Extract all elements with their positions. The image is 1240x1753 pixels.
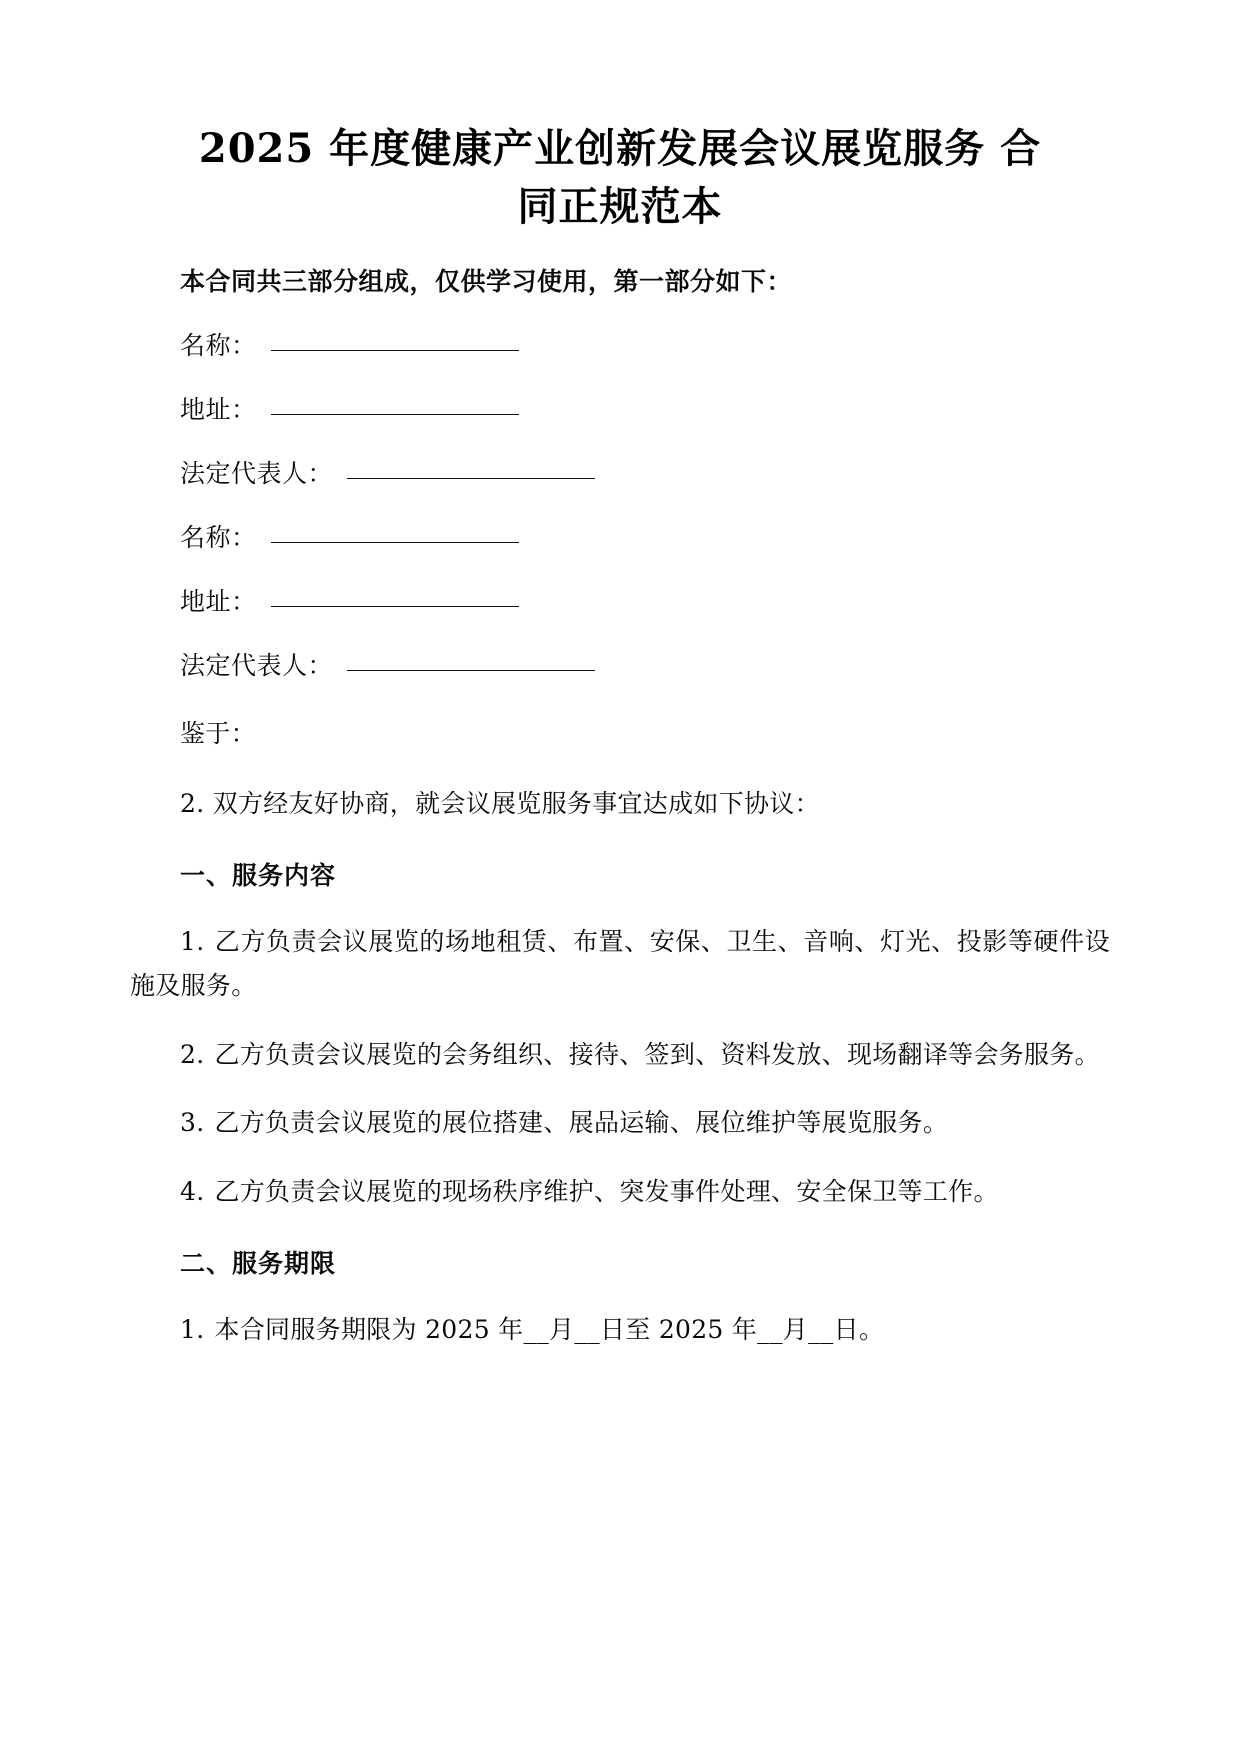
field-row-party-b-legal-rep	[130, 646, 1110, 686]
page-title-line-2: 合同正规范本	[517, 125, 1042, 230]
intro-statement: 本合同共三部分组成，仅供学习使用，第一部分如下：	[180, 267, 793, 296]
field-label-legal-representative: 法定代表人：	[180, 651, 334, 680]
clause-number: 1.	[180, 926, 205, 956]
field-row-party-a-address	[130, 390, 1110, 430]
field-row-party-a-legal-rep	[130, 454, 1110, 494]
section-heading-service-content: 一、服务内容	[180, 860, 337, 890]
clause-1-4	[130, 1170, 1110, 1215]
legal-representative-input-blank[interactable]	[347, 478, 595, 479]
clause-1-2	[130, 1033, 1110, 1078]
clause-text: 本合同服务期限为 2025 年__月__日至 2025 年__月__日。	[214, 1315, 885, 1344]
recital-paragraph: 2. 双方经友好协商，就会议展览服务事宜达成如下协议：	[180, 788, 820, 818]
legal-representative-input-blank[interactable]	[347, 670, 595, 671]
clause-text: 乙方负责会议展览的场地租赁、布置、安保、卫生、音响、灯光、投影等硬件设施及服务。	[130, 926, 1110, 1000]
clause-number: 3.	[180, 1108, 205, 1137]
section-heading-service-term: 二、服务期限	[180, 1249, 337, 1278]
field-row-party-b-name	[130, 518, 1110, 558]
clause-number: 1.	[180, 1315, 205, 1344]
clause-number: 4.	[180, 1176, 205, 1206]
clause-2-1	[130, 1308, 1110, 1353]
clause-text: 乙方负责会议展览的会务组织、接待、签到、资料发放、现场翻译等会务服务。	[214, 1039, 1100, 1069]
field-row-party-a-name	[130, 326, 1110, 366]
whereas-label: 鉴于：	[180, 719, 256, 748]
field-row-party-b-address	[130, 582, 1110, 622]
page-title-line-1: 2025 年度健康产业创新发展会议展览服务	[198, 125, 986, 172]
clause-text: 乙方负责会议展览的现场秩序维护、突发事件处理、安全保卫等工作。	[214, 1176, 999, 1206]
address-input-blank[interactable]	[271, 606, 519, 607]
name-input-blank[interactable]	[271, 542, 519, 543]
page-title	[130, 120, 1110, 236]
field-label-address: 地址：	[180, 587, 257, 616]
field-label-legal-representative: 法定代表人：	[180, 459, 334, 488]
field-label-address: 地址：	[180, 395, 257, 424]
clause-1-1	[130, 920, 1110, 1009]
field-label-name: 名称：	[180, 523, 257, 552]
field-label-name: 名称：	[180, 331, 257, 360]
address-input-blank[interactable]	[271, 414, 519, 415]
clause-1-3	[130, 1101, 1110, 1146]
name-input-blank[interactable]	[271, 350, 519, 351]
clause-text: 乙方负责会议展览的展位搭建、展品运输、展位维护等展览服务。	[214, 1108, 949, 1137]
clause-number: 2.	[180, 1039, 205, 1069]
